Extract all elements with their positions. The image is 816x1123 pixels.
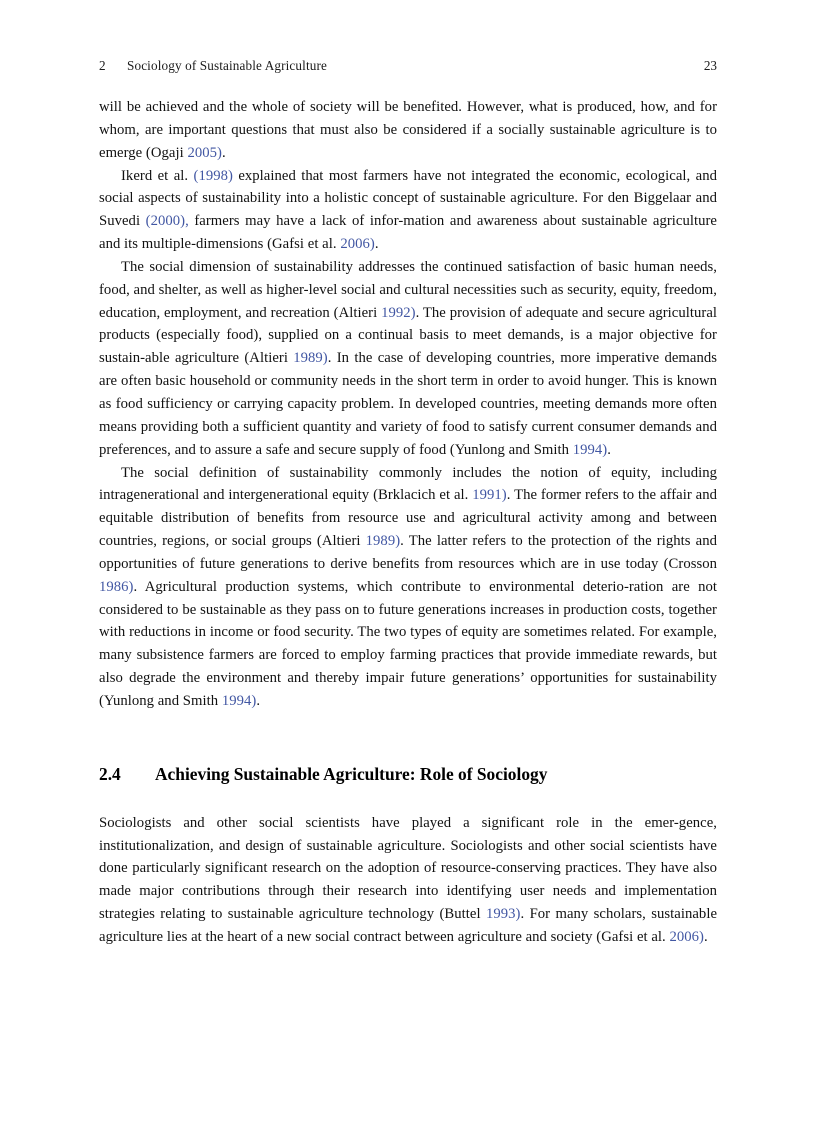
running-head-chapter-number: 2 [99, 58, 106, 73]
paragraph-text: . [256, 692, 261, 709]
citation-link[interactable]: 1991) [472, 487, 507, 504]
paragraph-social-definition [99, 462, 717, 713]
paragraph-text: The social definition of sustainability commonly includes the notion of equity, including intragenerational and intergenerational equity (Brklacich et al. [99, 464, 717, 504]
paragraph-text: . Agricultural production systems, which contribute to environmental deterio-ration are not considered to be sustainable as they pass on to future generations increases in production costs, together with reductions in income or food security. The two types of equity are sometimes related. For example, many subsistence farmers are forced to employ farming practices that provide immediate rewards, but also degrade the environment and thereby impair future generations’ opportunities for sustainability (Yunlong and Smith [99, 578, 717, 709]
paragraph-text: Sociologists and other social scientists have played a significant role in the emer-gence, institutionalization, and design of sustainable agriculture. Sociologists and other social scientists have done particularly significant research on the adoption of resource-conserving practices. They have also made major contributions through their research into identifying user needs and implementation strategies relating to sustainable agriculture technology (Buttel [99, 814, 717, 923]
paragraph-text: . [607, 441, 611, 458]
citation-link[interactable]: 2006) [340, 236, 375, 253]
citation-link[interactable]: 1989) [365, 533, 401, 550]
paragraph-text: . The provision of adequate and secure agricultural products (especially food), supplied on a continual basis to meet demands, is a major objective for sustain-able agriculture (Altieri [99, 304, 718, 367]
citation-link[interactable]: 1994) [572, 441, 608, 458]
citation-link[interactable]: 1994) [221, 692, 257, 709]
heading-spacer-above [99, 713, 717, 763]
running-head [99, 58, 717, 74]
paragraph-continuation [99, 96, 717, 165]
paragraph-sociologists [99, 812, 717, 949]
heading-spacer-below [99, 785, 717, 812]
paragraph-text: . [221, 144, 226, 161]
citation-link[interactable]: 2005) [187, 144, 222, 161]
citation-link[interactable]: (2000), [145, 213, 189, 230]
citation-link[interactable]: 1993) [485, 906, 521, 923]
paragraph-social-dimension [99, 256, 717, 462]
paragraph-text: . The former refers to the affair and equitable distribution of benefits from resource use and agricultural activity among and between countries, regions, or social groups (Altieri [99, 487, 717, 550]
paragraph-text: . [704, 929, 708, 945]
paragraph-text: Ikerd et al. [121, 167, 194, 184]
page-number: 23 [703, 58, 717, 73]
paragraph-text: will be achieved and the whole of society will be benefited. However, what is produced, how, and for whom, are important questions that must also be considered if a socially sustainable agriculture is to emerge (Ogaji [99, 99, 717, 161]
paragraph-text: . [374, 236, 379, 253]
citation-link[interactable]: 1992) [381, 304, 416, 321]
paragraph-text: . The latter refers to the protection of the rights and opportunities of future generations to derive benefits from resources which are in use today (Crosson [99, 533, 717, 572]
running-head-chapter-title: Sociology of Sustainable Agriculture [127, 58, 327, 73]
citation-link[interactable]: 1989) [293, 350, 328, 367]
paragraph-ikerd [99, 165, 717, 256]
paragraph-text: farmers may have a lack of infor-mation and awareness about sustainable agriculture and its multiple-dimensions (Gafsi et al. [99, 213, 717, 253]
section-title: Achieving Sustainable Agriculture: Role of Sociology [155, 763, 548, 784]
section-heading [99, 763, 717, 785]
paragraph-text: The social dimension of sustainability addresses the continued satisfaction of basic human needs, food, and shelter, as well as higher-level social and cultural necessities such as security, equity, freedom, education, employment, and recreation (Altieri [99, 258, 717, 321]
citation-link[interactable]: 1986) [99, 578, 134, 595]
section-number: 2.4 [99, 763, 121, 784]
paragraph-text: explained that most farmers have not integrated the economic, ecological, and social aspects of sustainability into a holistic concept of sustainable agriculture. For den Biggelaar and Suvedi [99, 167, 718, 230]
body-text-column [99, 96, 717, 949]
citation-link[interactable]: (1998) [193, 167, 233, 184]
paragraph-text: . For many scholars, sustainable agriculture lies at the heart of a new social contract between agriculture and society (Gafsi et al. [99, 906, 718, 945]
paragraph-text: . In the case of developing countries, more imperative demands are often basic household or community needs in the short term in order to avoid hunger. This is known as food sufficiency or carrying capacity problem. In developed countries, meeting demands more often means providing both a sufficient quantity and variety of food to satisfy current consumer demands and preferences, and to assure a safe and secure supply of food (Yunlong and Smith [99, 350, 717, 458]
citation-link[interactable]: 2006) [669, 929, 704, 945]
